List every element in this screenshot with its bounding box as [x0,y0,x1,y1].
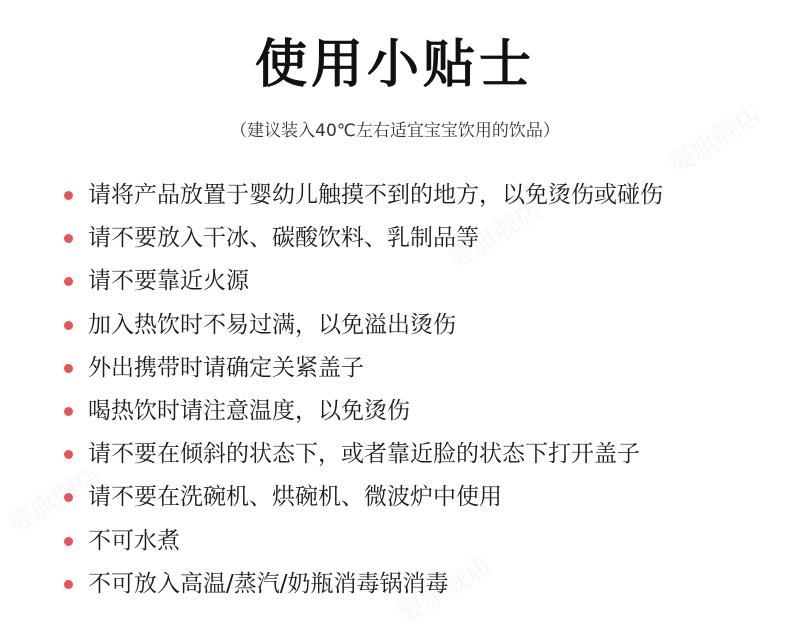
tip-item [60,433,780,476]
tip-item [60,174,780,217]
bullet-dot-icon [64,537,73,546]
bullet-dot-icon [64,191,73,200]
watermark-text: 婴旗舰店 [3,459,108,541]
bullet-dot-icon [64,407,73,416]
tip-item [60,347,780,390]
tip-text: 喝热饮时请注意温度，以免烫伤 [88,397,410,424]
tip-item [60,304,780,347]
tip-text: 加入热饮时不易过满，以免溢出烫伤 [88,311,456,338]
tip-item [60,476,780,519]
tip-item [60,520,780,563]
tip-text: 不可放入高温/蒸汽/奶瓶消毒锅消毒 [88,570,449,597]
tips-list [60,174,780,606]
watermark-text: 婴旗舰店 [393,549,498,631]
tip-text: 请不要放入干冰、碳酸饮料、乳制品等 [88,225,479,252]
tip-item [60,217,780,260]
watermark-text: 婴旗舰店 [663,99,768,181]
bullet-dot-icon [64,364,73,373]
tip-text: 不可水煮 [88,527,180,554]
page-subtitle: （建议装入40℃左右适宜宝宝饮用的饮品） [230,121,560,141]
tip-item [60,390,780,433]
bullet-dot-icon [64,277,73,286]
watermark-text: 婴旗舰店 [443,194,548,276]
tip-text: 请不要在倾斜的状态下，或者靠近脸的状态下打开盖子 [88,441,640,468]
bullet-dot-icon [64,321,73,330]
tip-text: 请不要在洗碗机、烘碗机、微波炉中使用 [88,484,502,511]
tip-text: 外出携带时请确定关紧盖子 [88,354,364,381]
bullet-dot-icon [64,450,73,459]
bullet-dot-icon [64,580,73,589]
bullet-dot-icon [64,493,73,502]
bullet-dot-icon [64,234,73,243]
tip-item [60,563,780,606]
page-title: 使用小贴士 [254,35,535,95]
tip-text: 请将产品放置于婴幼儿触摸不到的地方，以免烫伤或碰伤 [88,182,663,208]
tip-text: 请不要靠近火源 [88,268,249,295]
tip-item [60,260,780,303]
